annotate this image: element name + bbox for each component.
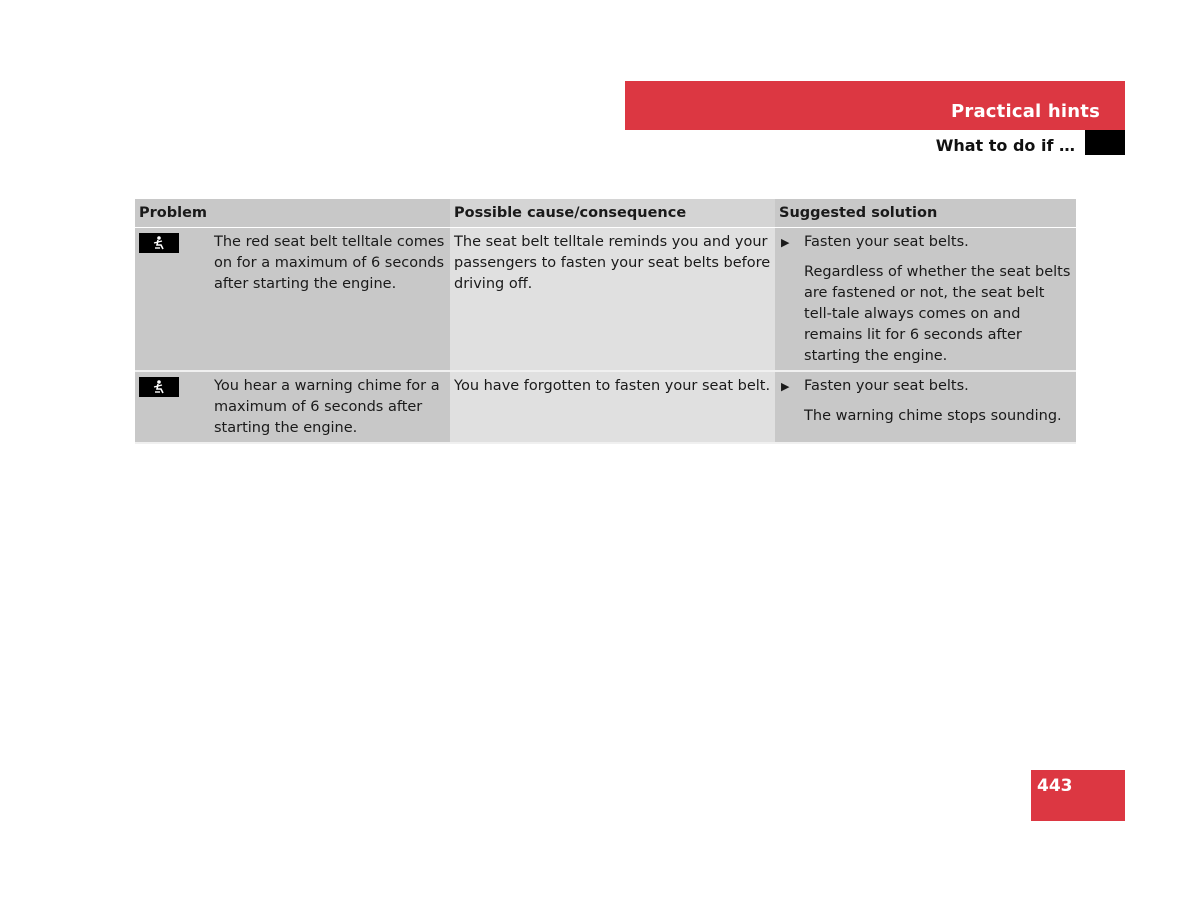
table-row bbox=[135, 228, 1076, 372]
column-header-problem: Problem bbox=[135, 199, 450, 228]
page-number: 443 bbox=[1037, 776, 1073, 796]
solution-note: Regardless of whether the seat belts are fastened or not, the seat belt tell-tale always comes on and remains lit for 6 seconds after starting the engine. bbox=[804, 264, 1071, 364]
solution-step: Fasten your seat belts. bbox=[804, 234, 969, 250]
page-number-box bbox=[1031, 770, 1125, 821]
problem-cell: You hear a warning chime for a maximum of 6 seconds after starting the engine. bbox=[210, 371, 450, 443]
icon-cell bbox=[135, 371, 210, 443]
thumb-tab-marker bbox=[1085, 130, 1125, 155]
troubleshooting-table bbox=[135, 199, 1076, 444]
bullet-arrow-icon: ▶ bbox=[781, 380, 790, 393]
subsection-title: What to do if … bbox=[935, 136, 1075, 155]
icon-cell bbox=[135, 228, 210, 372]
solution-note: The warning chime stops sounding. bbox=[804, 408, 1062, 424]
seat-belt-telltale-icon bbox=[139, 233, 179, 253]
column-header-solution: Suggested solution bbox=[775, 199, 1076, 228]
cause-cell: The seat belt telltale reminds you and your passengers to fasten your seat belts before driving off. bbox=[450, 228, 775, 372]
cause-cell: You have forgotten to fasten your seat belt. bbox=[450, 371, 775, 443]
solution-cell bbox=[775, 371, 1076, 443]
section-banner bbox=[625, 81, 1125, 130]
solution-step: Fasten your seat belts. bbox=[804, 378, 969, 394]
table-row bbox=[135, 371, 1076, 443]
solution-cell bbox=[775, 228, 1076, 372]
seat-belt-telltale-icon bbox=[139, 377, 179, 397]
column-header-cause: Possible cause/consequence bbox=[450, 199, 775, 228]
section-title: Practical hints bbox=[950, 101, 1100, 122]
problem-cell: The red seat belt telltale comes on for a maximum of 6 seconds after starting the engine. bbox=[210, 228, 450, 372]
table-header-row bbox=[135, 199, 1076, 228]
bullet-arrow-icon: ▶ bbox=[781, 236, 790, 249]
